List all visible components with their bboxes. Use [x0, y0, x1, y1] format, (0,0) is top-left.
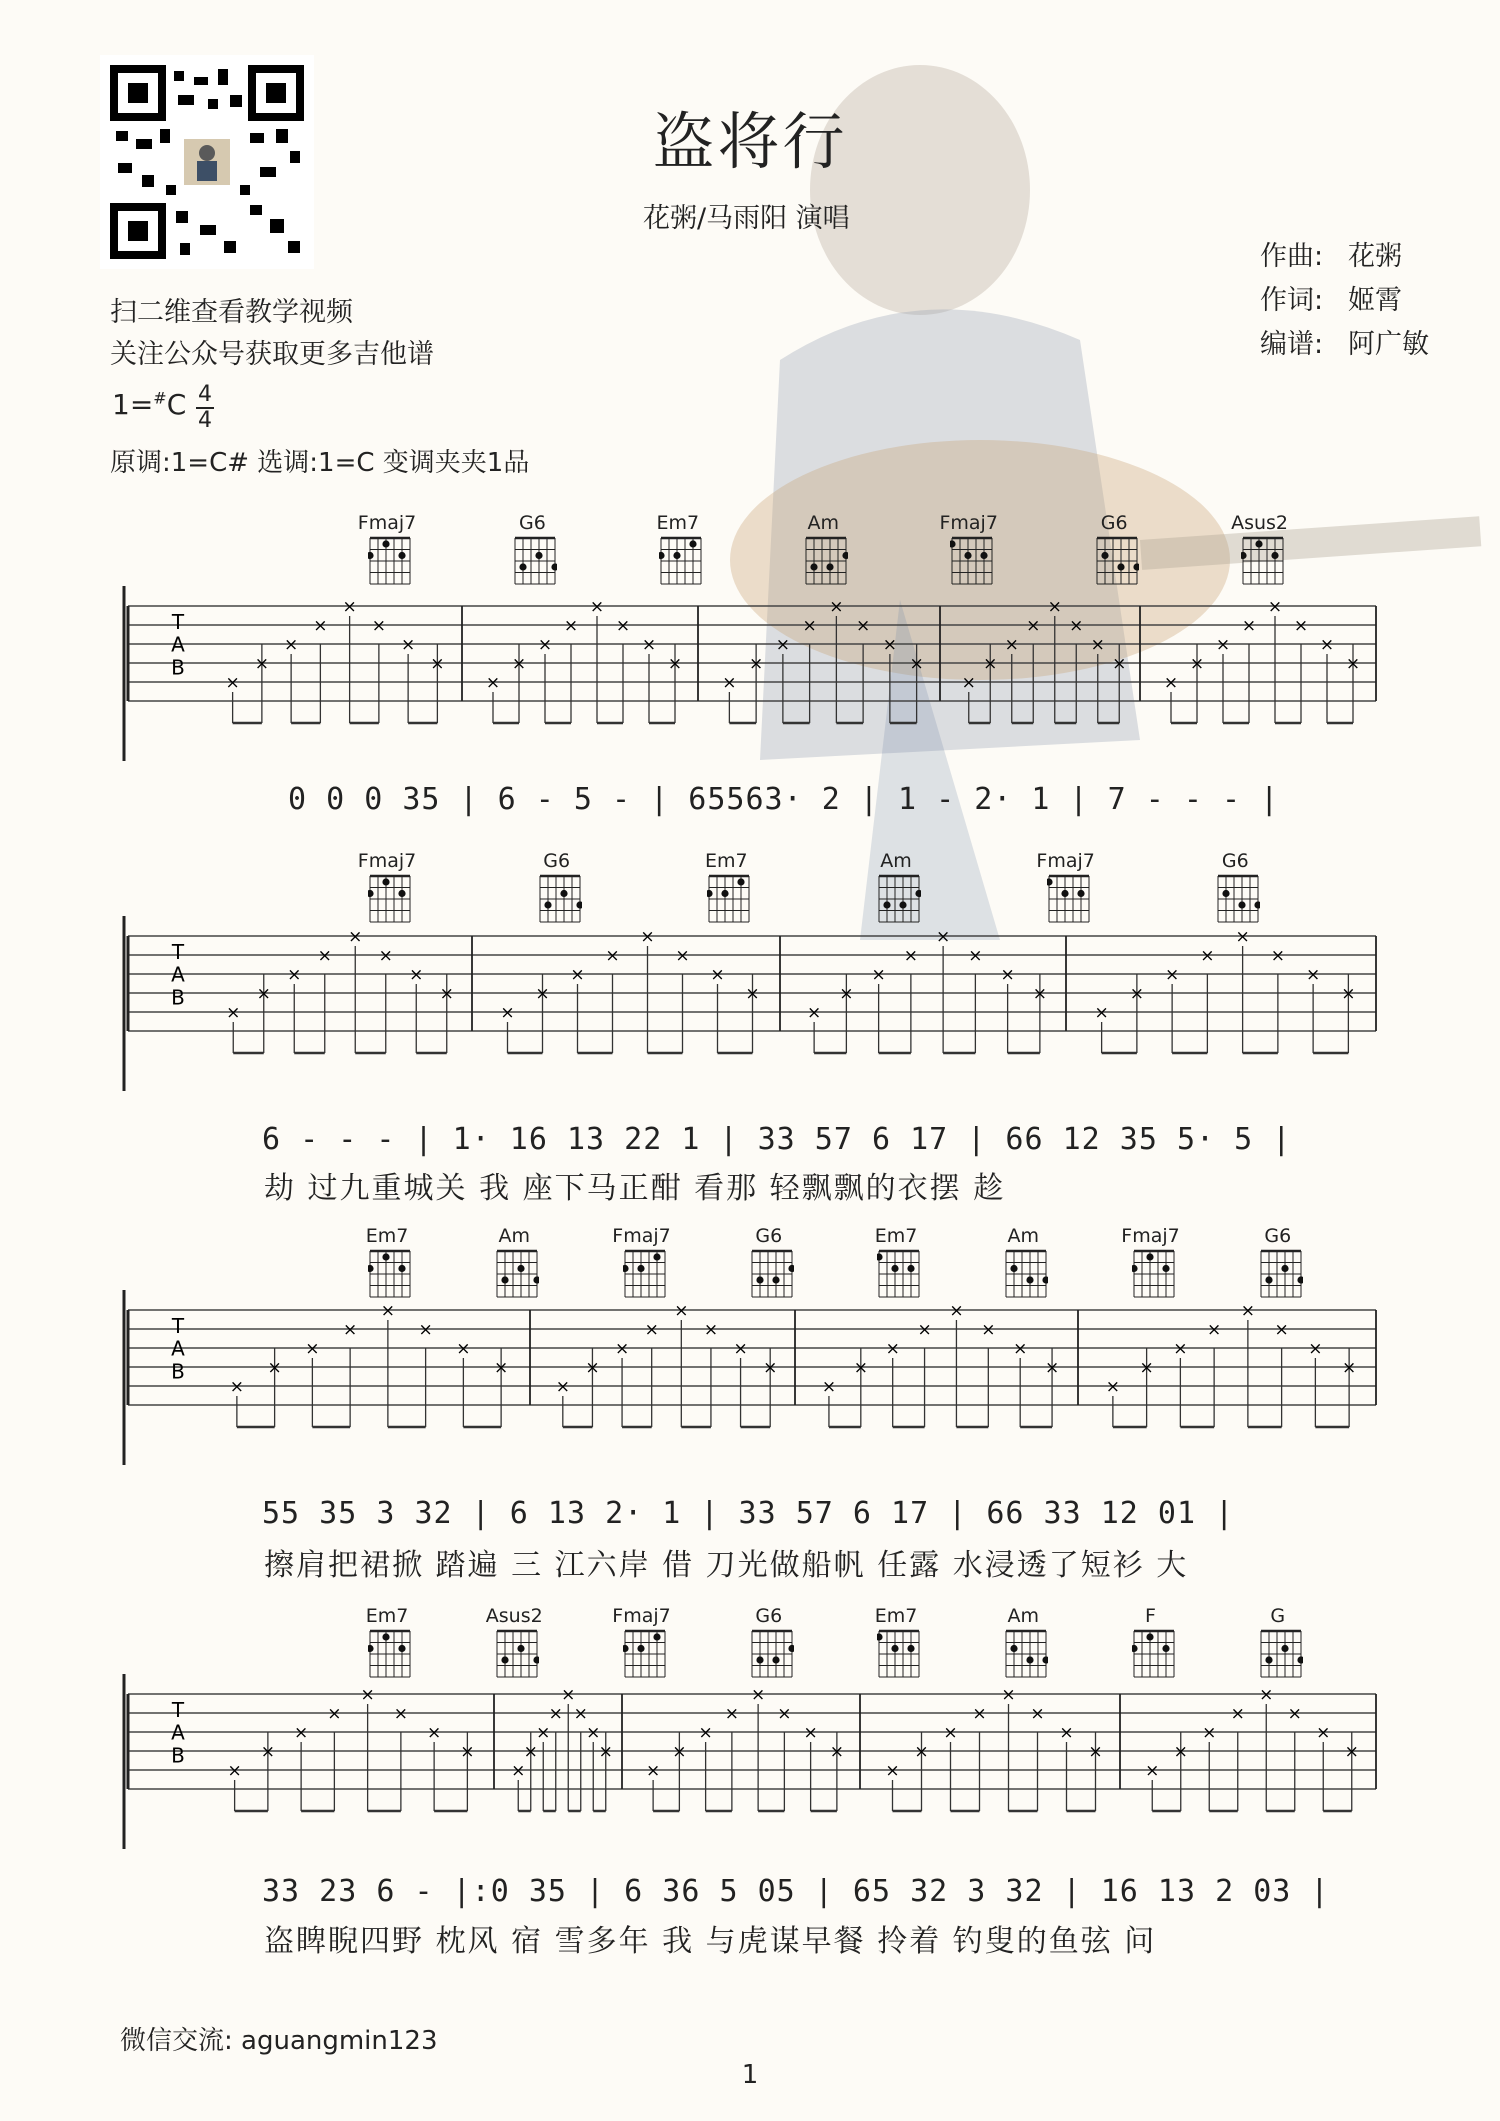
chord-name: Em7	[874, 1225, 918, 1247]
strum-x-mark: ×	[667, 654, 683, 674]
singer-credit: 花粥/马雨阳 演唱	[643, 203, 850, 234]
strum-x-mark: ×	[427, 1723, 442, 1743]
strum-x-mark: ×	[675, 946, 690, 966]
strum-x-mark: ×	[698, 1723, 713, 1743]
time-bottom: 4	[198, 408, 212, 433]
chord-grid	[368, 534, 412, 586]
strum-x-mark: ×	[561, 1685, 576, 1705]
strum-x-mark: ×	[821, 1377, 837, 1397]
tab-clef-letter: T	[171, 1313, 185, 1338]
chord-grid	[368, 1627, 412, 1679]
chord-name: Am	[880, 850, 912, 872]
jianpu-notation: 55 35 3 32 | 6 13 2· 1 | 33 57 6 17 | 66 33 12 01 |	[262, 1496, 1235, 1531]
strum-x-mark: ×	[777, 1704, 792, 1724]
strum-x-mark: ×	[749, 654, 764, 674]
chord-grid	[368, 1247, 412, 1299]
strum-x-mark: ×	[615, 616, 631, 636]
strum-x-mark: ×	[703, 1320, 719, 1340]
chord-name: Am	[807, 512, 840, 534]
strum-x-mark: ×	[348, 927, 363, 947]
key-note: C	[166, 388, 187, 421]
strum-x-mark: ×	[871, 965, 886, 985]
page-number: 1	[741, 2060, 759, 2090]
tab-clef-letter: A	[171, 962, 185, 987]
tab-staff	[0, 586, 1500, 761]
strum-x-mark: ×	[1026, 616, 1041, 636]
chord-name: Am	[1007, 1605, 1039, 1627]
strum-x-mark: ×	[1267, 597, 1283, 617]
strum-x-mark: ×	[226, 1003, 241, 1023]
strum-x-mark: ×	[1319, 635, 1335, 655]
strum-x-mark: ×	[1189, 654, 1205, 674]
chord-name: Fmaj7	[1121, 1225, 1180, 1247]
tab-clef-letter: A	[171, 632, 185, 657]
strum-x-mark: ×	[342, 597, 357, 617]
chord-grid	[750, 1247, 794, 1299]
song-title: 盗将行	[652, 105, 848, 178]
strum-x-mark: ×	[1345, 654, 1361, 674]
strum-x-mark: ×	[1032, 984, 1047, 1004]
strum-x-mark: ×	[1094, 1003, 1109, 1023]
strum-x-mark: ×	[853, 1358, 868, 1378]
chord-name: Em7	[874, 1605, 918, 1627]
strum-x-mark: ×	[1088, 1742, 1103, 1762]
qr-caption-video: 扫二维查看教学视频	[110, 297, 353, 328]
strum-x-mark: ×	[537, 635, 553, 655]
strum-x-mark: ×	[598, 1742, 613, 1762]
chord-diagram	[357, 850, 424, 928]
chord-grid	[950, 534, 994, 586]
strum-x-mark: ×	[763, 1358, 778, 1378]
strum-x-mark: ×	[1105, 1377, 1120, 1397]
chord-name: Em7	[705, 850, 748, 872]
chord-diagram	[804, 512, 860, 590]
strum-x-mark: ×	[1270, 946, 1285, 966]
chord-name: G6	[519, 512, 546, 534]
strum-x-mark: ×	[829, 1742, 844, 1762]
strum-x-mark: ×	[1030, 1704, 1045, 1724]
strum-x-mark: ×	[1013, 1339, 1028, 1359]
arranger-name: 阿广敏	[1348, 329, 1429, 360]
chord-name: Em7	[656, 512, 700, 534]
lyrics-line: 劫 过九重城关 我 座下马正酣 看那 轻飘飘的衣摆 趁	[264, 1171, 1006, 1206]
strum-x-mark: ×	[1165, 965, 1180, 985]
strum-x-mark: ×	[267, 1358, 282, 1378]
key-prefix: 1=	[112, 388, 154, 421]
strum-x-mark: ×	[1059, 1723, 1074, 1743]
strum-x-mark: ×	[733, 1339, 748, 1359]
strum-x-mark: ×	[287, 965, 302, 985]
strum-x-mark: ×	[225, 673, 240, 693]
chord-grid	[1259, 1627, 1303, 1679]
qr-caption-follow: 关注公众号获取更多吉他谱	[110, 339, 434, 370]
strum-x-mark: ×	[511, 654, 527, 674]
strum-x-mark: ×	[839, 984, 854, 1004]
chord-grid	[1004, 1627, 1048, 1679]
strum-x-mark: ×	[511, 1761, 526, 1781]
strum-x-mark: ×	[1173, 1742, 1188, 1762]
tab-staff	[0, 916, 1500, 1091]
strum-x-mark: ×	[1308, 1339, 1323, 1359]
strum-x-mark: ×	[745, 984, 760, 1004]
chord-diagram	[1036, 850, 1103, 928]
chord-diagram	[495, 1225, 551, 1303]
strum-x-mark: ×	[885, 1339, 900, 1359]
chord-name: Fmaj7	[939, 512, 998, 534]
strum-x-mark: ×	[1215, 635, 1231, 655]
strum-x-mark: ×	[1341, 984, 1356, 1004]
strum-x-mark: ×	[885, 1761, 900, 1781]
chord-name: G6	[755, 1605, 783, 1627]
strum-x-mark: ×	[1200, 946, 1215, 966]
strum-x-mark: ×	[641, 635, 657, 655]
key-sharp: #	[153, 388, 167, 408]
chord-diagram	[365, 1605, 424, 1683]
lyricist-credit	[1260, 278, 1402, 317]
strum-x-mark: ×	[724, 1704, 739, 1724]
strum-x-mark: ×	[644, 1320, 659, 1340]
chord-diagram	[750, 1605, 806, 1683]
lyricist-label: 作词:	[1260, 285, 1324, 316]
strum-x-mark: ×	[260, 1742, 275, 1762]
tab-clef-letter: B	[171, 1359, 185, 1384]
strum-x-mark: ×	[1207, 1320, 1222, 1340]
strum-x-mark: ×	[343, 1320, 358, 1340]
chord-name: Fmaj7	[357, 850, 417, 872]
composer-name: 花粥	[1348, 241, 1402, 272]
strum-x-mark: ×	[1293, 616, 1309, 636]
strum-x-mark: ×	[1316, 1723, 1331, 1743]
chord-name: G6	[1221, 850, 1249, 872]
strum-x-mark: ×	[360, 1685, 375, 1705]
strum-x-mark: ×	[460, 1742, 475, 1762]
strum-x-mark: ×	[640, 927, 655, 947]
chord-name: Fmaj7	[1036, 850, 1095, 872]
strum-x-mark: ×	[1173, 1339, 1188, 1359]
strum-x-mark: ×	[563, 616, 579, 636]
chord-grid	[538, 872, 582, 924]
chord-grid	[707, 872, 751, 924]
chord-diagram	[1095, 512, 1151, 590]
strum-x-mark: ×	[936, 927, 951, 947]
strum-x-mark: ×	[573, 1704, 588, 1724]
time-signature	[196, 384, 214, 432]
chord-diagram	[874, 1605, 933, 1683]
strum-x-mark: ×	[570, 965, 585, 985]
strum-x-mark: ×	[710, 965, 725, 985]
strum-x-mark: ×	[1004, 635, 1019, 655]
chord-diagram	[656, 512, 715, 590]
strum-x-mark: ×	[722, 673, 737, 693]
chord-diagram	[357, 512, 424, 590]
strum-x-mark: ×	[227, 1761, 242, 1781]
chord-name: Em7	[365, 1605, 409, 1627]
strum-x-mark: ×	[672, 1742, 687, 1762]
strum-x-mark: ×	[409, 965, 424, 985]
strum-x-mark: ×	[943, 1723, 958, 1743]
strum-x-mark: ×	[1139, 1358, 1154, 1378]
strum-x-mark: ×	[802, 616, 817, 636]
strum-x-mark: ×	[1202, 1723, 1217, 1743]
chord-diagram	[612, 1605, 679, 1683]
chord-name: G6	[1264, 1225, 1292, 1247]
strum-x-mark: ×	[284, 635, 299, 655]
strum-x-mark: ×	[972, 1704, 987, 1724]
chord-grid	[368, 872, 412, 924]
strum-x-mark: ×	[803, 1723, 818, 1743]
chord-name: G6	[543, 850, 571, 872]
strum-x-mark: ×	[1259, 1685, 1274, 1705]
strum-x-mark: ×	[674, 1301, 689, 1321]
strum-x-mark: ×	[586, 1723, 601, 1743]
jianpu-notation: 0 0 0 35 | 6 - 5 - | 65563· 2 | 1 - 2· 1 | 7 - - - |	[288, 782, 1280, 817]
strum-x-mark: ×	[882, 635, 897, 655]
chord-name: Em7	[365, 1225, 409, 1247]
chord-name: Asus2	[1231, 512, 1289, 534]
strum-x-mark: ×	[909, 654, 924, 674]
chord-grid	[877, 872, 921, 924]
strum-x-mark: ×	[1287, 1704, 1302, 1724]
strum-x-mark: ×	[439, 984, 454, 1004]
composer-label: 作曲:	[1260, 241, 1324, 272]
tuning-info: 原调:1=C# 选调:1=C 变调夹夹1品	[110, 448, 530, 478]
strum-x-mark: ×	[1344, 1742, 1359, 1762]
strum-x-mark: ×	[430, 654, 445, 674]
chord-diagram	[1004, 1225, 1060, 1303]
strum-x-mark: ×	[949, 1301, 964, 1321]
chord-grid	[1132, 1247, 1176, 1299]
chord-name: Am	[1007, 1225, 1039, 1247]
chord-name: Fmaj7	[612, 1225, 671, 1247]
chord-grid	[1095, 534, 1139, 586]
jianpu-notation: 6 - - - | 1· 16 13 22 1 | 33 57 6 17 | 66 12 35 5· 5 |	[262, 1122, 1292, 1157]
strum-x-mark: ×	[1090, 635, 1105, 655]
composer-credit	[1260, 234, 1402, 273]
strum-x-mark: ×	[775, 635, 790, 655]
strum-x-mark: ×	[494, 1358, 509, 1378]
strum-x-mark: ×	[589, 597, 605, 617]
strum-x-mark: ×	[305, 1339, 320, 1359]
tab-clef-letter: A	[171, 1720, 185, 1745]
strum-x-mark: ×	[585, 1358, 600, 1378]
chord-name: Fmaj7	[357, 512, 417, 534]
chord-name: G6	[755, 1225, 783, 1247]
strum-x-mark: ×	[983, 654, 998, 674]
tab-clef-letter: B	[171, 985, 185, 1010]
tab-clef-letter: T	[171, 1697, 185, 1722]
tab-clef-letter: T	[171, 609, 185, 634]
chord-grid	[1241, 534, 1285, 586]
strum-x-mark: ×	[294, 1723, 309, 1743]
chord-grid	[495, 1247, 539, 1299]
tab-clef-letter: B	[171, 655, 185, 680]
chord-diagram	[877, 850, 933, 928]
tab-clef-letter: T	[171, 939, 185, 964]
key-signature	[112, 388, 186, 421]
chord-grid	[750, 1627, 794, 1679]
strum-x-mark: ×	[1145, 1761, 1160, 1781]
chord-diagram	[513, 512, 569, 590]
strum-x-mark: ×	[1112, 654, 1127, 674]
strum-x-mark: ×	[548, 1704, 563, 1724]
tab-clef-letter: A	[171, 1336, 185, 1361]
chord-diagram	[1259, 1605, 1315, 1683]
chord-diagram	[1259, 1225, 1315, 1303]
strum-x-mark: ×	[536, 1723, 551, 1743]
chord-diagram	[874, 1225, 933, 1303]
strum-x-mark: ×	[914, 1742, 929, 1762]
chord-grid	[1132, 1627, 1176, 1679]
strum-x-mark: ×	[1163, 673, 1179, 693]
arranger-credit	[1260, 322, 1429, 361]
strum-x-mark: ×	[523, 1742, 538, 1762]
chord-name: Asus2	[485, 1605, 543, 1627]
strum-x-mark: ×	[555, 1377, 570, 1397]
strum-x-mark: ×	[1241, 616, 1257, 636]
strum-x-mark: ×	[829, 597, 844, 617]
chord-diagram	[1216, 850, 1272, 928]
chord-name: G6	[1100, 512, 1128, 534]
strum-x-mark: ×	[393, 1704, 408, 1724]
time-top: 4	[198, 382, 212, 407]
strum-x-mark: ×	[229, 1377, 244, 1397]
strum-x-mark: ×	[751, 1685, 766, 1705]
chord-diagram	[1231, 512, 1297, 590]
wechat-contact: 微信交流: aguangmin123	[120, 2026, 438, 2056]
strum-x-mark: ×	[1044, 1358, 1060, 1378]
strum-x-mark: ×	[605, 946, 620, 966]
strum-x-mark: ×	[1342, 1358, 1357, 1378]
chord-grid	[877, 1627, 921, 1679]
chord-diagram	[939, 512, 1006, 590]
strum-x-mark: ×	[535, 984, 550, 1004]
strum-x-mark: ×	[327, 1704, 342, 1724]
strum-x-mark: ×	[614, 1339, 630, 1359]
chord-grid	[1216, 872, 1260, 924]
chord-grid	[623, 1247, 667, 1299]
strum-x-mark: ×	[380, 1301, 395, 1321]
tab-staff	[0, 1674, 1500, 1849]
strum-x-mark: ×	[903, 946, 918, 966]
strum-x-mark: ×	[313, 616, 328, 636]
strum-x-mark: ×	[917, 1320, 932, 1340]
strum-x-mark: ×	[254, 654, 269, 674]
chord-grid	[877, 1247, 921, 1299]
chord-name: G	[1270, 1605, 1286, 1627]
strum-x-mark: ×	[371, 616, 386, 636]
chord-grid	[804, 534, 848, 586]
chord-diagram	[612, 1225, 679, 1303]
jianpu-notation: 33 23 6 - |:0 35 | 6 36 5 05 | 65 32 3 32 | 16 13 2 03 |	[262, 1874, 1330, 1909]
strum-x-mark: ×	[1047, 597, 1062, 617]
lyrics-line: 盗睥睨四野 枕风 宿 雪多年 我 与虎谋早餐 拎着 钓叟的鱼弦 问	[264, 1924, 1157, 1959]
strum-x-mark: ×	[500, 1003, 515, 1023]
chord-diagram	[365, 1225, 424, 1303]
strum-x-mark: ×	[1240, 1301, 1255, 1321]
tab-clef-letter: B	[171, 1743, 185, 1768]
strum-x-mark: ×	[1235, 927, 1250, 947]
chord-grid	[495, 1627, 539, 1679]
strum-x-mark: ×	[1001, 1685, 1016, 1705]
strum-x-mark: ×	[1069, 616, 1084, 636]
chord-grid	[513, 534, 557, 586]
strum-x-mark: ×	[1274, 1320, 1289, 1340]
strum-x-mark: ×	[968, 946, 983, 966]
chord-diagram	[1132, 1605, 1188, 1683]
chord-name: Fmaj7	[612, 1605, 671, 1627]
chord-diagram	[1121, 1225, 1188, 1303]
strum-x-mark: ×	[856, 616, 871, 636]
strum-x-mark: ×	[378, 946, 393, 966]
chord-name: F	[1145, 1605, 1156, 1627]
strum-x-mark: ×	[961, 673, 976, 693]
tab-staff	[0, 1290, 1500, 1465]
lyricist-name: 姬霄	[1348, 285, 1402, 316]
strum-x-mark: ×	[807, 1003, 822, 1023]
chord-grid	[1047, 872, 1091, 924]
lyrics-line: 擦肩把裙掀 踏遍 三 江六岸 借 刀光做船帆 任露 水浸透了短衫 大	[264, 1548, 1189, 1583]
strum-x-mark: ×	[456, 1339, 471, 1359]
strum-x-mark: ×	[401, 635, 416, 655]
chord-grid	[1004, 1247, 1048, 1299]
strum-x-mark: ×	[418, 1320, 433, 1340]
strum-x-mark: ×	[256, 984, 271, 1004]
strum-x-mark: ×	[1129, 984, 1144, 1004]
chord-name: Am	[498, 1225, 530, 1247]
chord-diagram	[538, 850, 594, 928]
strum-x-mark: ×	[646, 1761, 661, 1781]
chord-diagram	[750, 1225, 806, 1303]
strum-x-mark: ×	[1230, 1704, 1245, 1724]
strum-x-mark: ×	[981, 1320, 996, 1340]
chord-diagram	[1004, 1605, 1060, 1683]
strum-x-mark: ×	[317, 946, 332, 966]
strum-x-mark: ×	[485, 673, 501, 693]
chord-diagram	[707, 850, 763, 928]
chord-grid	[1259, 1247, 1303, 1299]
chord-grid	[623, 1627, 667, 1679]
strum-x-mark: ×	[1000, 965, 1015, 985]
chord-grid	[659, 534, 703, 586]
chord-diagram	[485, 1605, 551, 1683]
strum-x-mark: ×	[1306, 965, 1321, 985]
arranger-label: 编谱:	[1260, 329, 1324, 360]
